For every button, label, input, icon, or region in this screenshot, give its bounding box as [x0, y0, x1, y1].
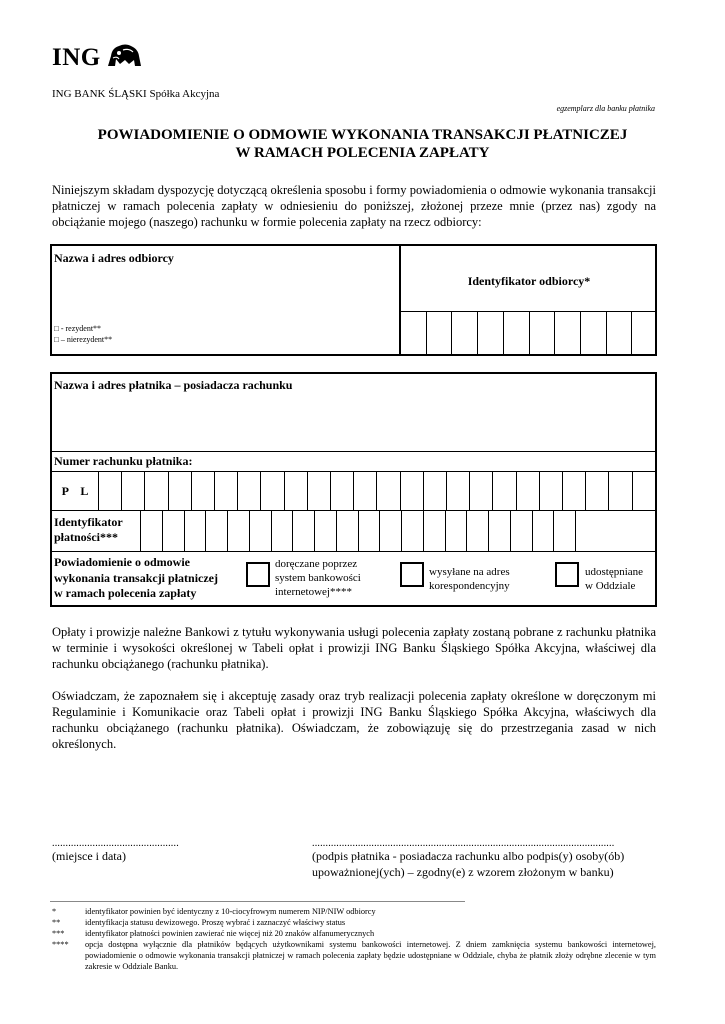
id-cell[interactable]: [555, 312, 581, 356]
bank-name: ING BANK ŚLĄSKI Spółka Akcyjna: [52, 88, 220, 100]
place-date-label: (miejsce i data): [52, 849, 126, 863]
signature-label-1: (podpis płatnika - posiadacza rachunku albo podpis(y) osoby(ób): [312, 849, 625, 863]
entry-cell[interactable]: [145, 472, 168, 510]
declaration-paragraph: Oświadczam, że zapoznałem się i akceptuję zasady oraz tryb realizacji polecenia zapłaty określone w doręczonym mi Regulaminie i Komunikacie oraz Tabeli opłat i prowizji ING Banku Śląskiego Spółka Akcyjna, właściwych dla rachunku obciążanego (rachunku płatnika). Oświadczam, że zobowiązuję się do przestrzegania zasad w nich określonych.: [52, 689, 656, 751]
entry-cell[interactable]: [354, 472, 377, 510]
footnote-3: [52, 928, 656, 939]
title-line-1: POWIADOMIENIE O ODMOWIE WYKONANIA TRANSAKCJI PŁATNICZEJ: [97, 127, 628, 143]
entry-cell[interactable]: [633, 472, 655, 510]
mail-option: [429, 565, 510, 593]
payer-name-label: Nazwa i adres płatnika – posiadacza rachunku: [54, 378, 293, 392]
entry-cell[interactable]: [402, 511, 424, 551]
footnote-mark: ***: [52, 929, 65, 938]
copy-note: egzemplarz dla banku płatnika: [556, 104, 655, 113]
entry-cell[interactable]: [250, 511, 272, 551]
entry-cell[interactable]: [163, 511, 185, 551]
fees-paragraph: Opłaty i prowizje należne Bankowi z tytułu wykonywania usługi polecenia zapłaty zostaną pobrane z rachunku płatnika w terminie i wysokości określonej w Tabeli opłat i prowizji ING Banku Śląskiego Spółka Akcyjna, właściwej dla rachunku obciążanego (rachunku płatnika).: [52, 625, 656, 671]
country-l: L: [80, 483, 89, 498]
account-number-label: Numer rachunku płatnika:: [54, 454, 193, 468]
footnote-text: opcja dostępna wyłącznie dla płatników będących użytkownikami systemu bankowości internetowej. Z dniem zamknięcia systemu bankowości internetowej, powiadomienie o odmowie wykonania transakcji płatniczej w ramach polecenia zapłaty będzie udostępniane w Oddziale, chyba że płatnik złoży odrębne zlecenie w tym zakresie w Oddziale Banku.: [85, 940, 656, 971]
entry-cell[interactable]: [493, 472, 516, 510]
entry-cell[interactable]: [467, 511, 489, 551]
signature-line[interactable]: ................................................................................................................: [312, 839, 615, 849]
divider: [52, 551, 655, 552]
notification-label-1: Powiadomienie o odmowie: [54, 555, 190, 569]
id-cell[interactable]: [452, 312, 478, 356]
option-1-line-1: doręczane poprzez: [275, 558, 358, 570]
entry-cell[interactable]: [563, 472, 586, 510]
entry-cell[interactable]: [446, 511, 468, 551]
country-p: P: [61, 483, 69, 498]
signature-label-2: upoważnionej(ych) – zgodny(e) z wzorem złożonym w banku): [312, 865, 614, 879]
entry-cell[interactable]: [489, 511, 511, 551]
recipient-name-label: Nazwa i adres odbiorcy: [54, 251, 174, 265]
entry-cell[interactable]: [315, 511, 337, 551]
recipient-id-label: Identyfikator odbiorcy*: [467, 274, 591, 288]
option-2-line-2: korespondencyjny: [429, 580, 510, 592]
mail-checkbox[interactable]: [400, 562, 424, 587]
notification-label-2: wykonania transakcji płatniczej: [54, 570, 219, 585]
account-number-cells[interactable]: [99, 472, 655, 510]
footnote-text: identyfikator powinien być identyczny z 10-ciocyfrowym numerem NIP/NIW odbiorcy: [85, 907, 376, 916]
footnote-separator: [50, 901, 465, 902]
entry-cell[interactable]: [586, 472, 609, 510]
entry-cell[interactable]: [122, 472, 145, 510]
payment-id-row: [52, 511, 655, 551]
footnote-text: identyfikacja statusu dewizowego. Proszę wybrać i zaznaczyć właściwy status: [85, 918, 346, 927]
payment-id-label: [52, 511, 141, 551]
option-1-line-3: internetowej****: [275, 586, 352, 598]
entry-cell[interactable]: [272, 511, 294, 551]
branch-checkbox[interactable]: [555, 562, 579, 587]
entry-cell[interactable]: [533, 511, 555, 551]
payment-id-cells[interactable]: [141, 511, 576, 551]
entry-cell[interactable]: [169, 472, 192, 510]
id-cell[interactable]: [478, 312, 504, 356]
entry-cell[interactable]: [517, 472, 540, 510]
option-3-line-1: udostępniane: [585, 566, 644, 578]
entry-cell[interactable]: [293, 511, 315, 551]
entry-cell[interactable]: [554, 511, 576, 551]
entry-cell[interactable]: [470, 472, 493, 510]
id-cell[interactable]: [427, 312, 453, 356]
recipient-box: [50, 244, 657, 356]
option-2-line-1: wysyłane na adres: [429, 566, 510, 578]
country-code: [52, 472, 99, 510]
online-banking-checkbox[interactable]: [246, 562, 270, 587]
entry-cell[interactable]: [238, 472, 261, 510]
entry-cell[interactable]: [99, 472, 122, 510]
ing-logo: [52, 42, 143, 73]
footnote-text: identyfikator płatności powinien zawierać nie więcej niż 20 znaków alfanumerycznych: [85, 929, 375, 938]
id-cell[interactable]: [401, 312, 427, 356]
lion-icon: [105, 42, 143, 73]
id-cell[interactable]: [530, 312, 556, 356]
entry-cell[interactable]: [609, 472, 632, 510]
entry-cell[interactable]: [401, 472, 424, 510]
entry-cell[interactable]: [380, 511, 402, 551]
entry-cell[interactable]: [331, 472, 354, 510]
entry-cell[interactable]: [359, 511, 381, 551]
entry-cell[interactable]: [377, 472, 400, 510]
place-date-line[interactable]: ...............................................: [52, 839, 179, 849]
entry-cell[interactable]: [228, 511, 250, 551]
entry-cell[interactable]: [206, 511, 228, 551]
entry-cell[interactable]: [511, 511, 533, 551]
entry-cell[interactable]: [540, 472, 563, 510]
option-1-line-2: system bankowości: [275, 572, 361, 584]
nonresident-option[interactable]: □ – nierezydent**: [54, 335, 113, 344]
entry-cell[interactable]: [215, 472, 238, 510]
footnote-4: [52, 939, 656, 975]
entry-cell[interactable]: [185, 511, 207, 551]
entry-cell[interactable]: [424, 472, 447, 510]
entry-cell[interactable]: [141, 511, 163, 551]
entry-cell[interactable]: [285, 472, 308, 510]
entry-cell[interactable]: [424, 511, 446, 551]
resident-option[interactable]: □ - rezydent**: [54, 324, 102, 333]
entry-cell[interactable]: [308, 472, 331, 510]
online-banking-option: [275, 557, 361, 599]
branch-option: [585, 565, 643, 593]
logo-text: ING: [52, 44, 101, 71]
id-cell[interactable]: [504, 312, 530, 356]
entry-cell[interactable]: [337, 511, 359, 551]
id-cell[interactable]: [607, 312, 633, 356]
account-number-row: [52, 472, 655, 510]
intro-paragraph: Niniejszym składam dyspozycję dotyczącą określenia sposobu i formy powiadomienia o odmowie wykonania transakcji płatniczej w ramach polecenia zapłaty w odniesieniu do poniższej, złożonej przeze mnie (przez nas) zgody na obciążanie mojego (naszego) rachunku w formie polecenia zapłaty na rzecz odbiorcy:: [52, 183, 656, 229]
signature-label: [312, 848, 657, 880]
entry-cell[interactable]: [261, 472, 284, 510]
footnote-mark: *: [52, 907, 57, 916]
footnote-mark: **: [52, 918, 61, 927]
payment-id-label-2: płatności***: [54, 530, 119, 544]
id-cell[interactable]: [581, 312, 607, 356]
notification-label-3: w ramach polecenia zapłaty: [54, 586, 197, 600]
option-3-line-2: w Oddziale: [585, 580, 636, 592]
id-cell[interactable]: [632, 312, 657, 356]
notification-label: [54, 555, 218, 602]
payer-box: [50, 372, 657, 607]
document-title: [40, 126, 685, 162]
footnote-1: [52, 906, 656, 917]
payment-id-label-1: Identyfikator: [54, 515, 123, 529]
footnote-mark: ****: [52, 940, 69, 949]
divider: [52, 451, 655, 452]
resident-status: [54, 323, 112, 345]
entry-cell[interactable]: [192, 472, 215, 510]
footnote-2: [52, 917, 656, 928]
recipient-id-cells[interactable]: [401, 312, 657, 356]
title-line-2: W RAMACH POLECENIA ZAPŁATY: [235, 145, 490, 161]
entry-cell[interactable]: [447, 472, 470, 510]
